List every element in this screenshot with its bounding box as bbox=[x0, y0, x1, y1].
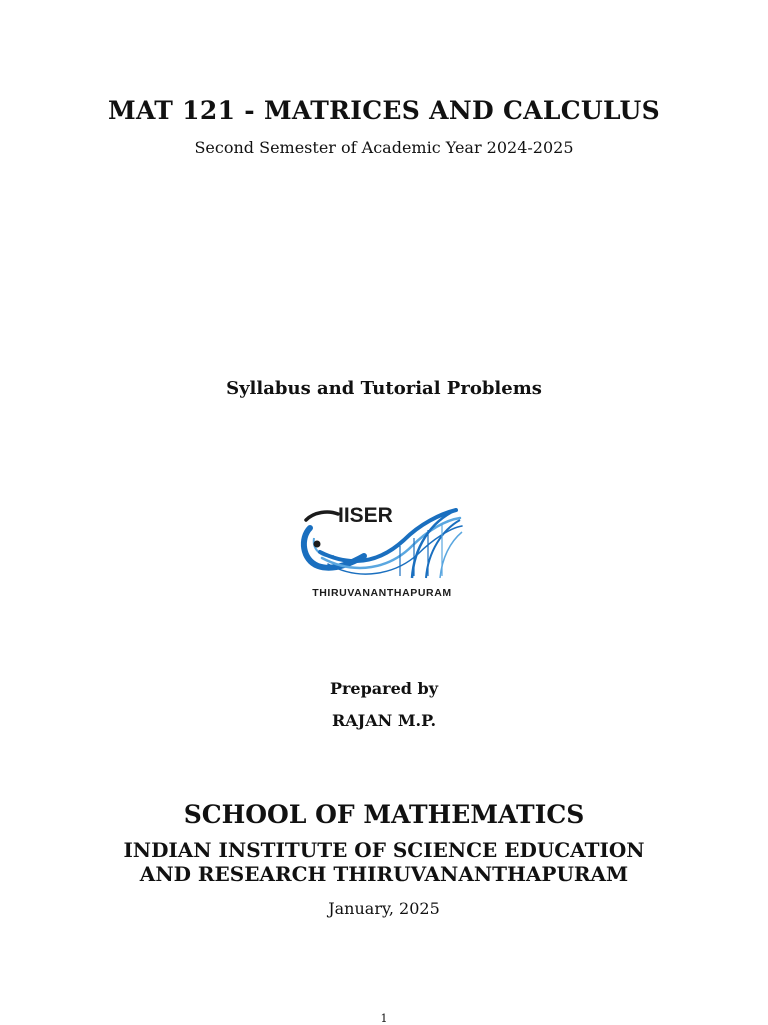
course-title: MAT 121 - MATRICES AND CALCULUS bbox=[107, 96, 661, 125]
semester-line: Second Semester of Academic Year 2024-2025 bbox=[194, 138, 574, 157]
iiser-logo bbox=[300, 498, 464, 602]
page-number: 1 bbox=[380, 1012, 388, 1025]
prepared-by-label: Prepared by bbox=[329, 679, 439, 698]
logo-city: THIRUVANANTHAPURAM bbox=[312, 587, 452, 599]
author-name: RAJAN M.P. bbox=[331, 711, 437, 730]
institute-name-line-2: AND RESEARCH THIRUVANANTHAPURAM bbox=[139, 862, 629, 886]
document-date: January, 2025 bbox=[328, 899, 440, 918]
school-name: SCHOOL OF MATHEMATICS bbox=[183, 800, 585, 829]
logo-wordmark: IISER bbox=[338, 504, 393, 527]
document-subtitle: Syllabus and Tutorial Problems bbox=[226, 378, 542, 399]
institute-name-line-1: INDIAN INSTITUTE OF SCIENCE EDUCATION bbox=[123, 838, 645, 862]
